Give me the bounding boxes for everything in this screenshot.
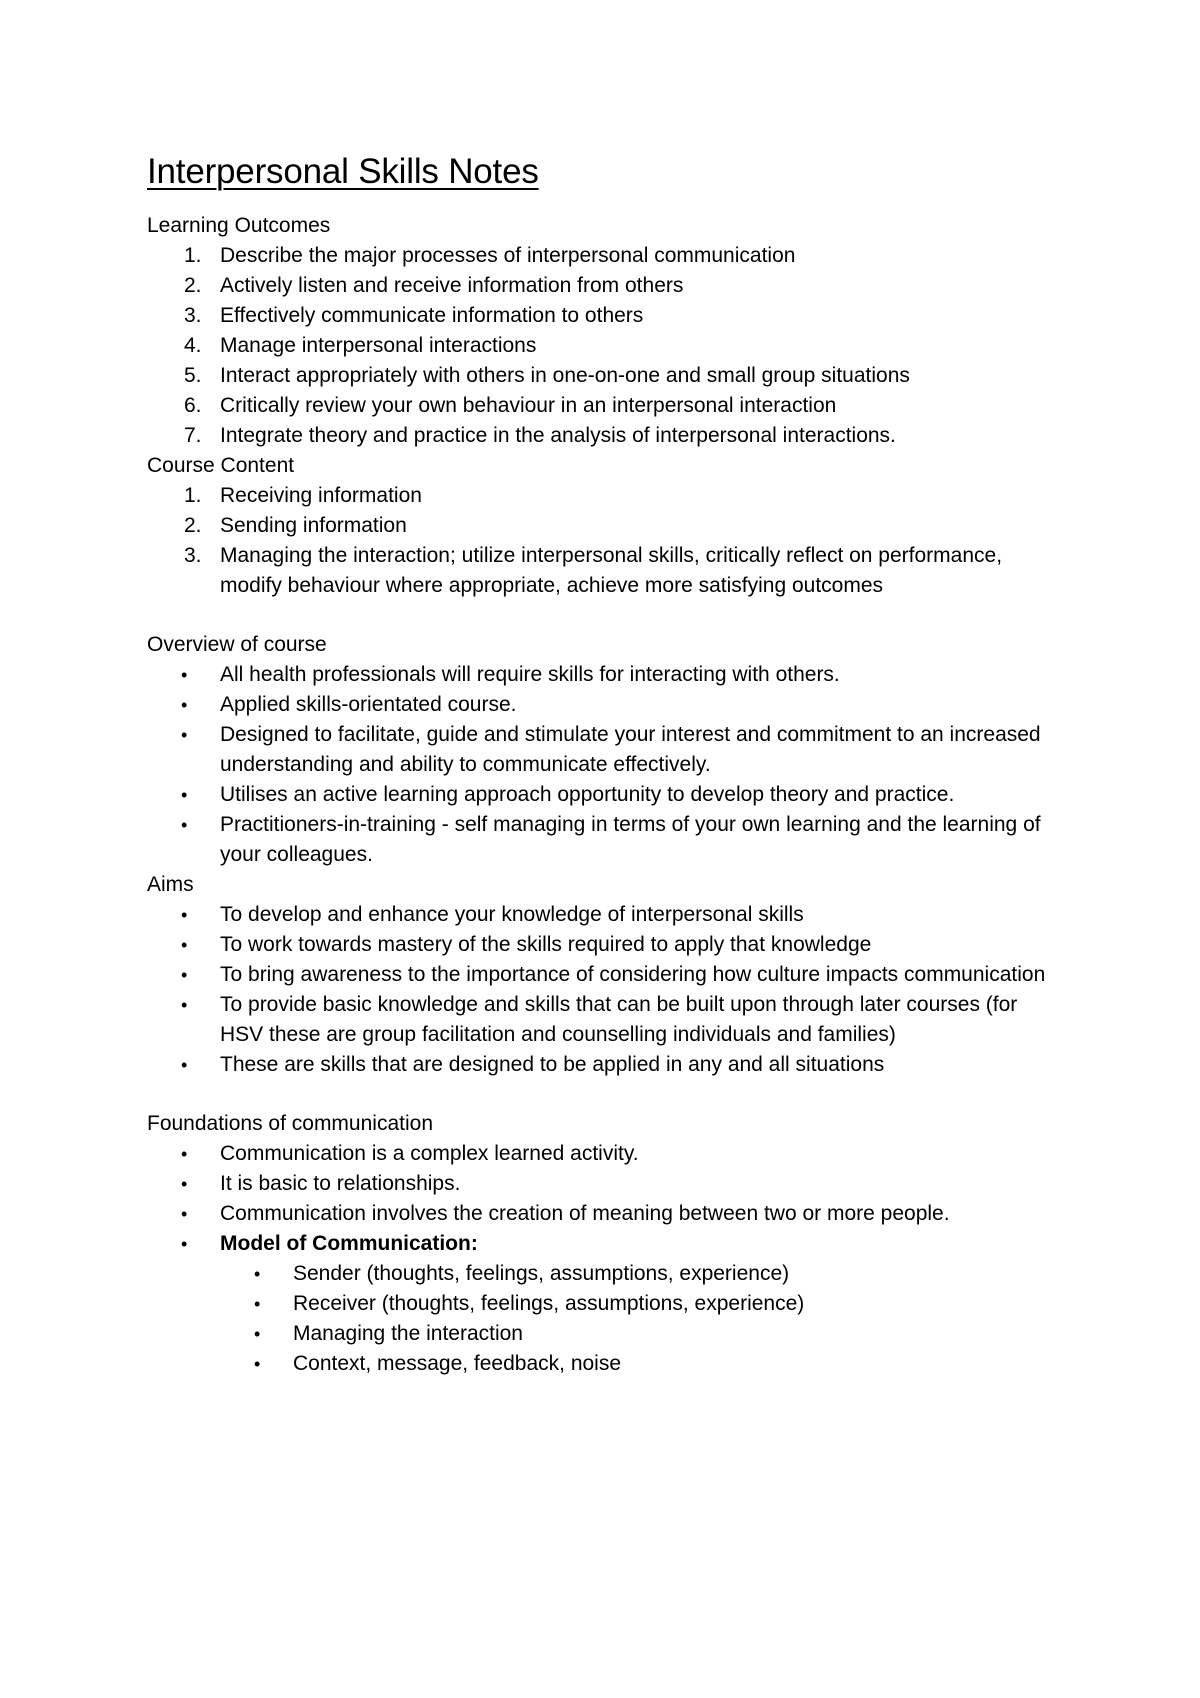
list-item: • To bring awareness to the importance of considering how culture impacts communication bbox=[147, 960, 1047, 990]
learning-outcomes-list bbox=[147, 241, 1047, 451]
list-number: 3. bbox=[184, 304, 202, 327]
list-item: 3. Managing the interaction; utilize interpersonal skills, critically reflect on performance, modify behaviour where appropriate, achieve more satisfying outcomes bbox=[147, 541, 1047, 601]
model-of-communication-list bbox=[147, 1259, 1047, 1379]
bullet-marker: • bbox=[254, 1354, 261, 1374]
bullet-marker: • bbox=[181, 905, 188, 925]
list-number: 2. bbox=[184, 514, 202, 537]
list-item: • Communication involves the creation of meaning between two or more people. bbox=[147, 1199, 1047, 1229]
overview-list bbox=[147, 660, 1047, 870]
list-item: • These are skills that are designed to be applied in any and all situations bbox=[147, 1050, 1047, 1080]
bullet-marker: • bbox=[181, 935, 188, 955]
course-content-list bbox=[147, 481, 1047, 601]
list-item: • To work towards mastery of the skills required to apply that knowledge bbox=[147, 930, 1047, 960]
list-number: 1. bbox=[184, 244, 202, 267]
aims-heading: Aims bbox=[147, 873, 194, 896]
aims-list bbox=[147, 900, 1047, 1080]
bullet-marker: • bbox=[181, 1174, 188, 1194]
course-content-heading: Course Content bbox=[147, 454, 295, 477]
document-page bbox=[147, 150, 1047, 1379]
model-of-communication-label: Model of Communication: bbox=[220, 1232, 478, 1255]
learning-outcomes-heading: Learning Outcomes bbox=[147, 214, 331, 237]
list-item: 1. Receiving information bbox=[147, 481, 1047, 511]
list-item: 7. Integrate theory and practice in the analysis of interpersonal interactions. bbox=[147, 421, 1047, 451]
bullet-marker: • bbox=[181, 1144, 188, 1164]
list-number: 7. bbox=[184, 424, 202, 447]
bullet-marker: • bbox=[181, 785, 188, 805]
bullet-marker: • bbox=[181, 815, 188, 835]
list-number: 3. bbox=[184, 544, 202, 567]
list-item: • Applied skills-orientated course. bbox=[147, 690, 1047, 720]
list-item: • Context, message, feedback, noise bbox=[147, 1349, 1047, 1379]
list-item: • To develop and enhance your knowledge of interpersonal skills bbox=[147, 900, 1047, 930]
list-item: 5. Interact appropriately with others in one-on-one and small group situations bbox=[147, 361, 1047, 391]
list-number: 5. bbox=[184, 364, 202, 387]
list-number: 2. bbox=[184, 274, 202, 297]
overview-heading: Overview of course bbox=[147, 633, 327, 656]
list-number: 1. bbox=[184, 484, 202, 507]
list-item: • Practitioners-in-training - self managing in terms of your own learning and the learning of your colleagues. bbox=[147, 810, 1047, 870]
list-item: • Receiver (thoughts, feelings, assumptions, experience) bbox=[147, 1289, 1047, 1319]
list-item: • Utilises an active learning approach opportunity to develop theory and practice. bbox=[147, 780, 1047, 810]
bullet-marker: • bbox=[181, 1055, 188, 1075]
bullet-marker: • bbox=[181, 695, 188, 715]
list-item: • All health professionals will require skills for interacting with others. bbox=[147, 660, 1047, 690]
list-item bbox=[147, 1229, 1047, 1259]
list-item: • To provide basic knowledge and skills that can be built upon through later courses (for HSV these are group facilitation and counselling individuals and families) bbox=[147, 990, 1047, 1050]
bullet-marker: • bbox=[181, 1204, 188, 1224]
bullet-marker: • bbox=[181, 725, 188, 745]
list-item: • Designed to facilitate, guide and stimulate your interest and commitment to an increased understanding and ability to communicate effectively. bbox=[147, 720, 1047, 780]
list-item: • Managing the interaction bbox=[147, 1319, 1047, 1349]
bullet-marker: • bbox=[181, 995, 188, 1015]
list-item: 1. Describe the major processes of interpersonal communication bbox=[147, 241, 1047, 271]
list-number: 4. bbox=[184, 334, 202, 357]
bullet-marker: • bbox=[181, 965, 188, 985]
list-item: 6. Critically review your own behaviour in an interpersonal interaction bbox=[147, 391, 1047, 421]
list-item: 3. Effectively communicate information to others bbox=[147, 301, 1047, 331]
bullet-marker: • bbox=[181, 1234, 188, 1254]
list-item: 2. Sending information bbox=[147, 511, 1047, 541]
list-item: • Communication is a complex learned activity. bbox=[147, 1139, 1047, 1169]
foundations-heading: Foundations of communication bbox=[147, 1112, 433, 1135]
list-number: 6. bbox=[184, 394, 202, 417]
bullet-marker: • bbox=[181, 665, 188, 685]
list-item: 2. Actively listen and receive information from others bbox=[147, 271, 1047, 301]
bullet-marker: • bbox=[254, 1264, 261, 1284]
list-item: • Sender (thoughts, feelings, assumptions, experience) bbox=[147, 1259, 1047, 1289]
document-title: Interpersonal Skills Notes bbox=[147, 152, 539, 191]
list-item: • It is basic to relationships. bbox=[147, 1169, 1047, 1199]
bullet-marker: • bbox=[254, 1294, 261, 1314]
list-item: 4. Manage interpersonal interactions bbox=[147, 331, 1047, 361]
bullet-marker: • bbox=[254, 1324, 261, 1344]
foundations-list bbox=[147, 1139, 1047, 1259]
